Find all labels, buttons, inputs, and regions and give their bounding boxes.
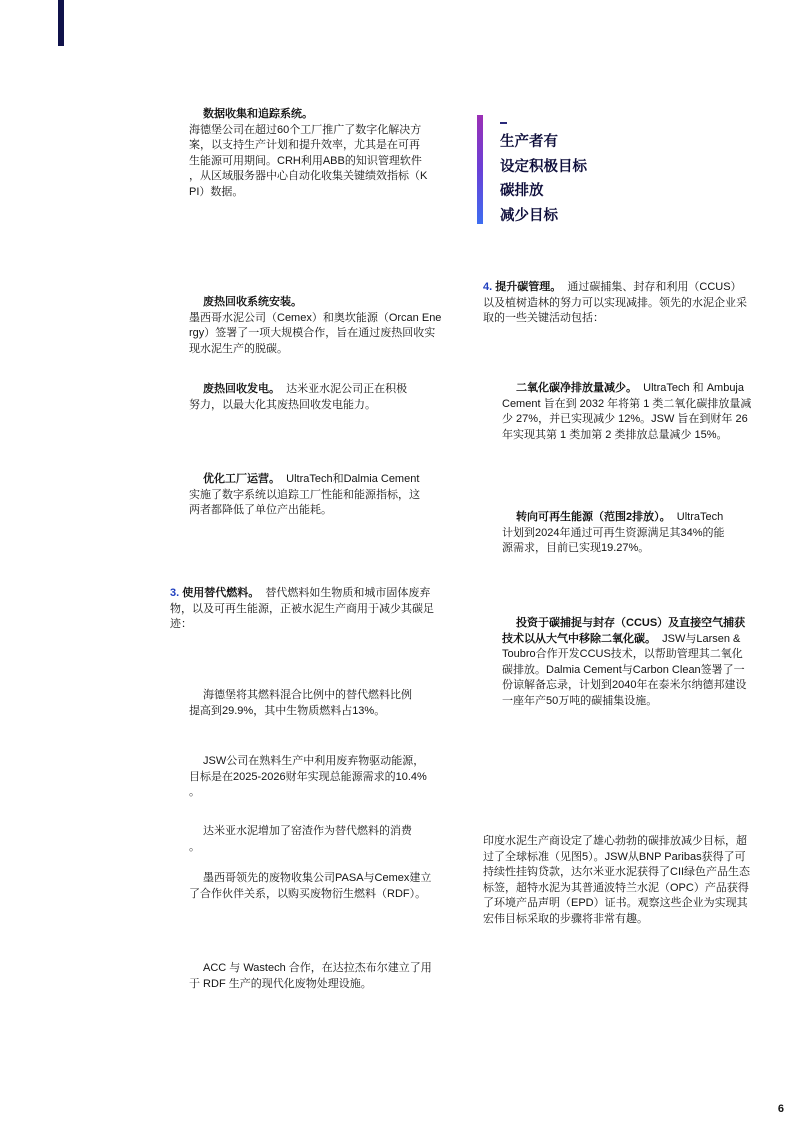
text-line: 过了全球标准（见图5）。JSW从BNP Paribas获得了可 [483, 850, 746, 863]
callout-line: 减少目标 [500, 207, 558, 224]
item-title: 转向可再生能源（范围2排放）。 [516, 511, 671, 523]
text-line: Cement 旨在到 2032 年将第 1 类二氧化碳排放量减 [502, 397, 752, 410]
text-line: JSW公司在熟料生产中利用废弃物驱动能源， [203, 755, 425, 767]
co2-reduction-item [502, 381, 772, 443]
block-title: 数据收集和追踪系统。 [203, 108, 313, 120]
page-number: 6 [777, 1103, 784, 1115]
text-line: 。 [189, 786, 200, 798]
block-intro: UltraTech和Dalmia Cement [286, 473, 420, 485]
item-title: 投资于碳捕捉与封存（CCUS）及直接空气捕获 [516, 617, 746, 629]
section-number: 3. [170, 587, 180, 599]
section-intro: 通过碳捕集、封存和利用（CCUS） [567, 281, 742, 293]
waste-heat-power-block [189, 382, 449, 413]
text-line: 现水泥生产的脱碳。 [189, 342, 288, 355]
section-intro: 替代燃料如生物质和城市固体废弃 [265, 587, 431, 599]
text-line: 海德堡将其燃料混合比例中的替代燃料比例 [203, 689, 412, 701]
text-line: 年实现其第 1 类加第 2 类排放总量减少 15%。 [502, 428, 728, 441]
renewable-energy-item [502, 510, 772, 557]
item-title: 二氧化碳净排放量减少。 [516, 382, 637, 394]
top-accent-bar [58, 0, 64, 46]
text-line: 份谅解备忘录，计划到2040年在泰米尔纳德邦建设 [502, 679, 747, 691]
text-line: 碳排放。Dalmia Cement与Carbon Clean签署了一 [502, 663, 745, 676]
section-3-alternative-fuels [170, 586, 460, 633]
item-intro: UltraTech [676, 511, 724, 523]
summary-paragraph [483, 834, 773, 927]
pasa-cemex-item [189, 871, 459, 902]
data-collection-block [189, 107, 449, 200]
block-title: 废热回收系统安装。 [203, 296, 302, 308]
text-line: 两者都降低了单位产出能耗。 [189, 504, 332, 516]
text-line: 目标是在2025-2026财年实现总能源需求的10.4% [189, 770, 427, 783]
text-line: Toubro合作开发CCUS技术，以帮助管理其二氧化 [502, 648, 743, 660]
text-line: ACC 与 Wastech 合作，在达拉杰布尔建立了用 [203, 962, 432, 974]
heidelberg-fuel-item [189, 688, 459, 719]
text-line: 迹： [170, 618, 192, 630]
text-line: 海德堡公司在超过60个工厂推广了数字化解决方 [189, 123, 422, 136]
text-line: 。 [189, 840, 200, 853]
section-title: 提升碳管理。 [495, 281, 562, 293]
callout-box [500, 122, 630, 228]
text-line: 于 RDF 生产的现代化废物处理设施。 [189, 977, 372, 990]
text-line: 达米亚水泥增加了窑渣作为替代燃料的消费 [203, 825, 412, 837]
text-line: 了环境产品声明（EPD）证书。观察这些企业为实现其 [483, 897, 748, 909]
text-line: 少 27%，并已实现减少 12%。JSW 旨在到财年 26 [502, 413, 748, 425]
text-line: 源需求，目前已实现19.27%。 [502, 542, 650, 554]
text-line: 实施了数字系统以追踪工厂性能和能源指标，这 [189, 488, 420, 501]
callout-dash [500, 122, 507, 124]
block-intro: 达米亚水泥公司正在积极 [286, 383, 408, 395]
dalmia-fuel-item [189, 824, 459, 855]
text-line: 了合作伙伴关系，以购买废物衍生燃料（RDF）。 [189, 887, 427, 900]
text-line: ，从区域服务器中心自动化收集关键绩效指标（K [189, 170, 428, 182]
text-line: 墨西哥领先的废物收集公司PASA与Cemex建立 [203, 872, 432, 884]
waste-heat-install-block [189, 295, 454, 357]
section-4-carbon-management [483, 280, 773, 327]
text-line: 一座年产50万吨的碳捕集设施。 [502, 694, 658, 707]
acc-wastech-item [189, 961, 459, 992]
callout-line: 碳排放 [500, 183, 544, 199]
text-line: 印度水泥生产商设定了雄心勃勃的碳排放减少目标，超 [483, 835, 747, 847]
text-line: 努力，以最大化其废热回收发电能力。 [189, 398, 376, 411]
text-line: 以及植树造林的努力可以实现减排。领先的水泥企业采 [483, 296, 747, 309]
text-line: 物，以及可再生能源，正被水泥生产商用于减少其碳足 [170, 602, 434, 615]
text-line: 生能源可用期间。CRH利用ABB的知识管理软件 [189, 154, 422, 167]
text-line: 墨西哥水泥公司（Cemex）和奥坎能源（Orcan Ene [189, 311, 442, 324]
ccus-investment-item [502, 616, 772, 709]
callout-line: 设定积极目标 [500, 158, 587, 175]
text-line: 宏伟目标采取的步骤将非常有趣。 [483, 912, 648, 925]
callout-gradient-bar [477, 115, 483, 224]
text-line: 案，以支持生产计划和提升效率，尤其是在可再 [189, 139, 420, 151]
item-title-cont: 技术以从大气中移除二氧化碳。 [502, 632, 656, 645]
text-line: 计划到2024年通过可再生资源满足其34%的能 [502, 526, 725, 539]
block-title: 优化工厂运营。 [203, 473, 280, 485]
text-line: 提高到29.9%，其中生物质燃料占13%。 [189, 704, 386, 717]
item-intro: JSW与Larsen & [662, 632, 741, 645]
callout-line: 生产者有 [500, 134, 558, 150]
text-line: 持续性挂钩贷款，达尔米亚水泥获得了CII绿色产品生态 [483, 866, 751, 878]
plant-optimization-block [189, 472, 459, 519]
item-intro: UltraTech 和 Ambuja [643, 382, 744, 394]
section-title: 使用替代燃料。 [182, 587, 260, 599]
jsw-fuel-item [189, 754, 459, 801]
block-title: 废热回收发电。 [203, 383, 280, 395]
text-line: PI）数据。 [189, 185, 244, 198]
text-line: rgy）签署了一项大规模合作，旨在通过废热回收实 [189, 327, 436, 339]
text-line: 标签，超特水泥为其普通波特兰水泥（OPC）产品获得 [483, 881, 749, 894]
section-number: 4. [483, 281, 493, 293]
text-line: 取的一些关键活动包括： [483, 312, 604, 324]
